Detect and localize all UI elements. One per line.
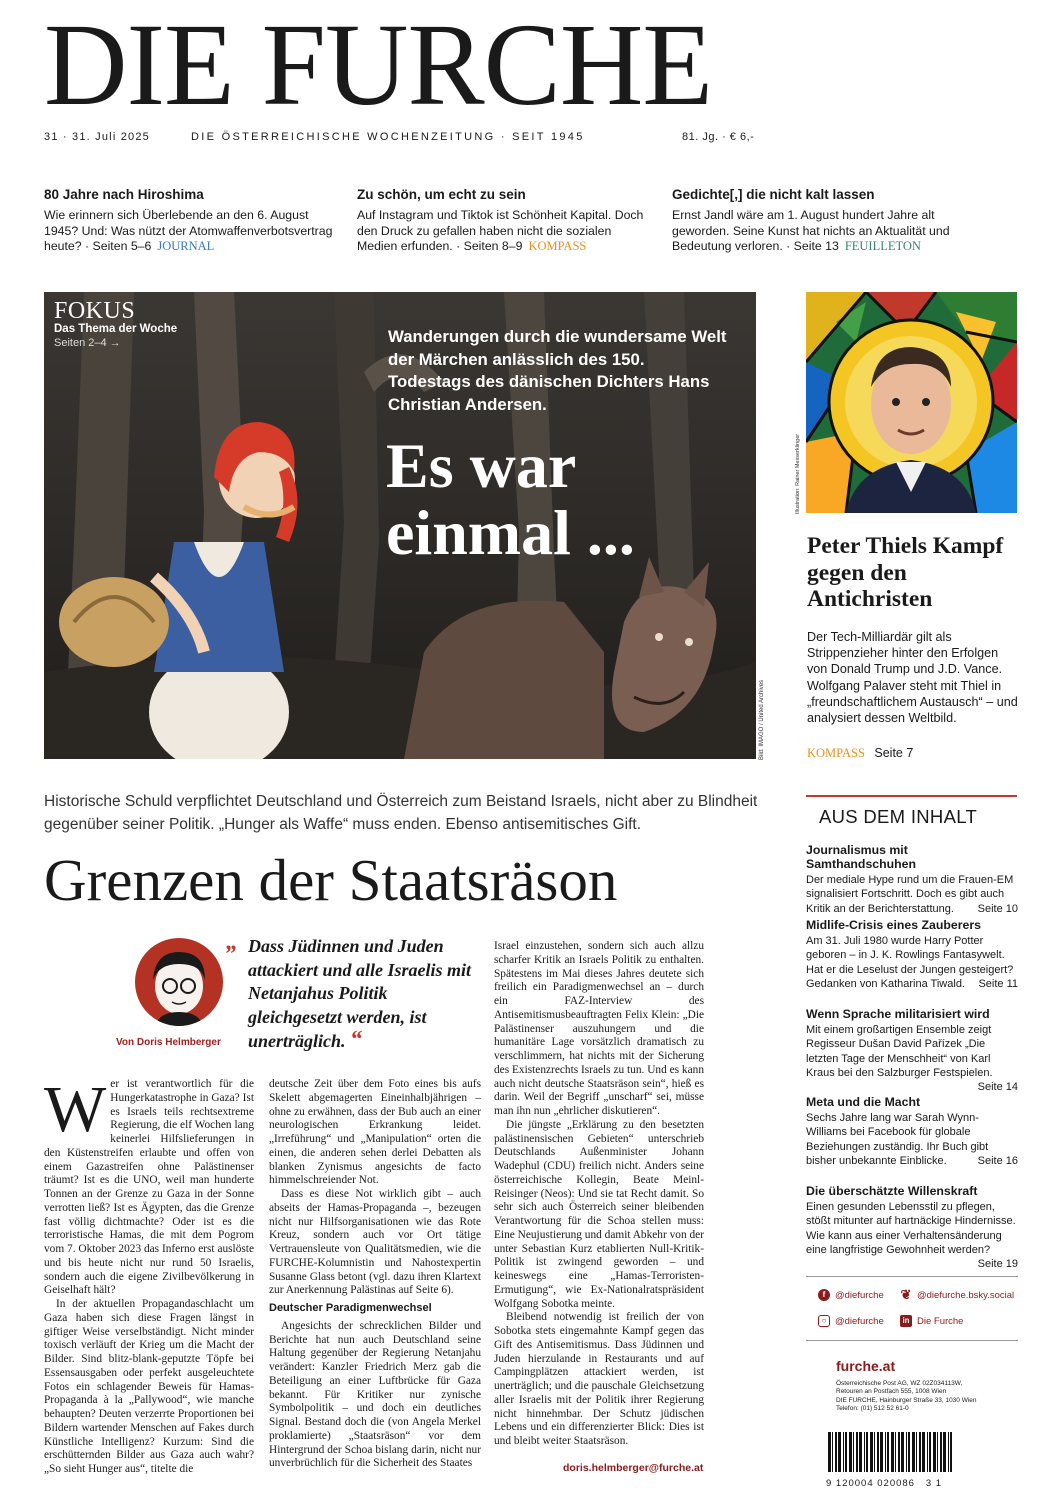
thiel-teaser-text: Der Tech-Milliardär gilt als Strippenzieher hinter den Erfolgen von Donald Trump und J.D. Vance. Wolfgang Palaver steht mit Thiel in „freundschaftlichem Austausch“ – und analysiert dessen Weltbild. <box>807 630 1018 726</box>
teaser-title: Zu schön, um echt zu sein <box>357 187 526 202</box>
contents-item[interactable] <box>806 1184 1018 1271</box>
teaser-text: Auf Instagram und Tiktok ist Schönheit Kapital. Doch den Druck zu gefallen haben nicht die sozialen Medien erfunden. · Seiten 8–9 <box>357 208 644 253</box>
contents-item-text: Einen gesunden Lebensstil zu pflegen, stößt mitunter auf hartnäckige Hindernisse. Wie kann aus einer Verhaltensänderung eine langfristige Gewohnheit werden? <box>806 1201 1016 1256</box>
divider <box>806 1276 1018 1277</box>
divider <box>806 1340 1018 1341</box>
thiel-page-ref[interactable] <box>807 746 913 761</box>
barcode <box>826 1432 956 1489</box>
masthead-tagline: DIE ÖSTERREICHISCHE WOCHENZEITUNG · SEIT 1945 <box>191 131 585 143</box>
social-instagram[interactable]: ○ @diefurche <box>818 1315 884 1327</box>
masthead-title: DIE FURCHE <box>44 0 713 130</box>
pull-quote: „ Dass Jüdinnen und Juden attackiert und alle Israelis mit Netanjahus Politik gleichgesetzt werden, ist unerträglich. “ <box>226 929 472 1053</box>
contents-item-text: Mit einem großartigen Ensemble zeigt Regisseur Dušan David Pařízek „Die letzten Tage der Menschheit“ von Karl Kraus bei den Salzburger Festspielen. <box>806 1024 993 1079</box>
issue-date: 31 · 31. Juli 2025 <box>44 131 150 143</box>
contents-item-page: Seite 19 <box>977 1258 1018 1271</box>
article-subhead: Deutscher Paradigmenwechsel <box>269 1302 432 1314</box>
section-tag-kompass: KOMPASS <box>528 239 587 253</box>
contents-item[interactable] <box>806 843 1018 916</box>
contents-item-page: Seite 11 <box>978 977 1018 990</box>
social-bluesky[interactable]: ❦ @diefurche.bsky.social <box>900 1287 1015 1302</box>
contents-item-title: Die überschätzte Willenskraft <box>806 1184 978 1198</box>
teaser-text: Ernst Jandl wäre am 1. August hundert Jahre alt geworden. Seine Kunst hat nichts an Aktualität und Bedeutung verloren. · Seite 13 <box>672 208 950 253</box>
barcode-number: 9 120004 020086 3 1 <box>826 1478 943 1489</box>
stained-glass-illustration <box>806 292 1017 513</box>
page-number: Seite 7 <box>874 746 914 760</box>
article-headline[interactable]: Grenzen der Staatsräson <box>44 847 618 913</box>
contents-item-page: Seite 14 <box>977 1081 1018 1094</box>
hero-image[interactable] <box>44 292 756 759</box>
section-tag-journal: JOURNAL <box>157 239 215 253</box>
social-facebook[interactable]: f @diefurche <box>818 1289 884 1301</box>
section-tag-feuilleton: FEUILLETON <box>844 239 921 253</box>
fokus-pages: Seiten 2–4 → <box>54 337 121 349</box>
article-column-1: W er ist verantwortlich für die Hungerkatastrophe in Gaza? Ist es Israels teils rechtsextreme Regierung, die elf Wochen lang keinerlei Hilfslieferungen in den Küstenstreifen erlaubte und offen von einem Gazastreifen ohne Palästinenser träumt? Ist es die UNO, weil man hunderte Tonnen an der Grenze zu Gaza in der Sonne verrotten ließ? Ist es Ägypten, das die Grenze fast völlig dichtmachte? Oder ist es die terroristische Hamas, die mit dem Pogrom vom 7. Oktober 2023 das Inferno erst auslöste und bis heute nicht nur rund 50 Israelis, sondern auch die eigene Zivilbevölkerung in Geiselhaft hält? In der aktuellen Propagandaschlacht um Gaza haben sich diese Fragen längst in giftiger Weise verselbständigt. Nicht minder toxisch verläuft der Krieg um die Macht der Bilder. Sind blitz-blank-geputzte Töpfe bei Essensausgaben oder perfekt ausgeleuchtete Fotos ein schlagender Beweis für Hamas-Propaganda à la „Pallywood“, wie manche behaupten? Deuten verzerrte Proportionen bei Bildern wartender Menschen auf Fakes durch Künstliche Intelligenz? Kurzum: Sind die erschütternden Bilder aus Gaza auch wahr? „So sieht Hunger aus“, titelte die <box>44 1073 254 1475</box>
portrait-credit: Illustration: Rainer Messerklinger <box>795 433 801 514</box>
barcode-bars <box>826 1432 956 1472</box>
contents-item-page: Seite 10 <box>977 902 1018 915</box>
social-linkedin[interactable]: in Die Furche <box>900 1315 963 1327</box>
teaser-text: Wie erinnern sich Überlebende an den 6. August 1945? Und: Was nützt der Atomwaffenverbotsvertrag heute? · Seiten 5–6 <box>44 208 333 253</box>
linkedin-icon: in <box>900 1315 912 1327</box>
hero-title: Es war einmal ... <box>386 430 635 568</box>
article-deck: Historische Schuld verpflichtet Deutschland und Österreich zum Beistand Israels, nicht aber zu Blindheit gegenüber seiner Politik. „Hunger als Waffe“ muss enden. Ebenso antisemitisches Gift. <box>44 793 758 833</box>
teaser-jandl[interactable] <box>672 187 954 255</box>
thiel-portrait[interactable] <box>806 292 1017 513</box>
contents-item-title: Meta und die Macht <box>806 1095 921 1109</box>
impressum: Österreichische Post AG, WZ 02Z034113W, Retouren an Postfach 555, 1008 Wien DIE FURCHE, Hainburger Straße 33, 1030 Wien Telefon: (01) 512 52 61-0 <box>836 1380 977 1412</box>
contents-item[interactable] <box>806 1095 1018 1168</box>
instagram-icon: ○ <box>818 1315 830 1327</box>
quote-open-mark: „ <box>226 929 238 955</box>
website-link[interactable]: furche.at <box>836 1358 896 1374</box>
contents-item-title: Wenn Sprache militarisiert wird <box>806 1007 990 1021</box>
contents-item-text: Der mediale Hype rund um die Frauen-EM signalisiert Fortschritt. Doch es gibt auch Kritik an der Berichterstattung. <box>806 874 1014 915</box>
teaser-title: Gedichte[,] die nicht kalt lassen <box>672 187 875 202</box>
contents-item[interactable] <box>806 1007 1018 1094</box>
quote-close-mark: “ <box>350 1027 363 1053</box>
author-byline: Von Doris Helmberger <box>116 1037 221 1048</box>
butterfly-icon: ❦ <box>900 1287 912 1302</box>
teaser-hiroshima[interactable] <box>44 187 334 255</box>
section-tag-kompass: KOMPASS <box>807 746 865 760</box>
contents-item-page: Seite 16 <box>977 1154 1018 1167</box>
hero-subtitle: Wanderungen durch die wundersame Welt der Märchen anlässlich des 150. Todestags des dänischen Dichters Hans Christian Andersen. <box>388 327 727 414</box>
hero-image-credit: Bild: IMAGO / United Archives <box>759 679 765 760</box>
fokus-title: FOKUS <box>54 298 136 324</box>
contents-item-text: Am 31. Juli 1980 wurde Harry Potter geboren – in J. K. Rowlings Fantasywelt. Hat er die Leselust der Jungen gesteigert? Gedanken von Katharina Tiwald. <box>806 935 1014 990</box>
author-drawing <box>135 938 223 1026</box>
contents-item-title: Midlife-Crisis eines Zauberers <box>806 918 981 932</box>
teaser-title: 80 Jahre nach Hiroshima <box>44 187 204 202</box>
contents-item-text: Sechs Jahre lang war Sarah Wynn-Williams bei Facebook für globale Beziehungen zuständig. Ihr Buch gibt bisher unbekannte Einblicke. <box>806 1112 989 1167</box>
article-column-3: Israel einzustehen, sondern sich auch allzu scharfer Kritik an Israels Politik zu enthalten. Spätestens im Mai dieses Jahres deutete sich freilich ein Paradigmenwechsel an – durch ein FAZ-Interview des Antisemitismusbeauftragten Felix Klein: „Die Palästinenser auszuhungern und die humanitäre Lage vorsätzlich dramatisch zu verschlimmern, hat nichts mit der Sicherung des Existenzrechts Israels zu tun. Und es kann auch nicht deutsche Staatsräson sein“, hieß es darin. Weil der Begriff „unscharf“ sei, müsse man ihn nun „ehrlicher diskutieren“. Die jüngste „Erklärung zu den besetzten palästinensischen Gebieten“ unterschrieb Deutschlands Außenminister Johann Wadephul (CDU) freilich nicht. Anders seine österreichische Kollegin, Beate Meinl-Reisinger (Neos): Und sie tat Recht damit. So sehr sich auch Österreich seiner bleibenden Verantwortung für die Schoa stellen muss: Eine Neujustierung und damit Abkehr von der unter Sebastian Kurz etablierten Null-Kritik-Politik ist zwingend geworden – und keineswegs eine „Hamas-Terroristen-Ermutigung“, wie Ex-Nationalratspräsident Wolfgang Sobotka meinte. Bleibend notwendig ist freilich der von Sobotka stets eingemahnte Kampf gegen das Gift des Antisemitismus. Dass Jüdinnen und Juden hierzulande in Restaurants und auf Campingplätzen attackiert werden, ist unerträglich; und die pauschale Gleichsetzung aller Israelis mit der Politik ihrer Regierung nicht hinnehmbar. Der Schutz jüdischen Lebens und ein differenzierter Blick: Dies ist und bleibt weiter Staatsräson. <box>494 940 704 1447</box>
facebook-icon: f <box>818 1289 830 1301</box>
contents-heading: AUS DEM INHALT <box>806 795 1017 828</box>
fokus-label[interactable] <box>54 298 177 349</box>
contents-item-title: Journalismus mit Samthandschuhen <box>806 843 917 871</box>
author-avatar <box>135 938 223 1026</box>
article-column-2: deutsche Zeit über dem Foto eines bis aufs Skelett abgemagerten Eineinhalbjährigen – ohne zu erwähnen, dass der Bub auch an einer neurologischen Erkrankung leidet. „Irreführung“ und „Manipulation“ orten die einen, die anderen sehen derlei Debatten als blanken Zynismus angesichts de facto himmelschreiender Not. Dass es diese Not wirklich gibt – auch abseits der Hamas-Propaganda –, bezeugen nicht nur Hilfsorganisationen wie das Rote Kreuz, sondern auch vor Ort tätige Vertrauensleute von Qualitätsmedien, wie die FURCHE-Kolumnistin und Nahostexpertin Susanne Glass betont (vgl. dazu ihren Klartext zur Anerkennung Palästinas auf Seite 6). Deutscher Paradigmenwechsel Angesichts der schrecklichen Bilder und Berichte hat nun auch Deutschland seine Haltung gegenüber der Regierung Netanjahu verändert: Kanzler Friedrich Merz gab die Beteiligung an einer Luftbrücke für Gaza bekannt. Für Kritiker nur zynische Symbolpolitik – und doch ein deutliches Signal. Bestand doch die (von Angela Merkel proklamierte) „Staatsräson“ vor dem Hintergrund der Schoa bislang darin, nicht nur unverbrüchlich für die Sicherheit des Staates <box>269 1078 481 1470</box>
issue-price: 81. Jg. · € 6,- <box>682 131 755 143</box>
fokus-subtitle: Das Thema der Woche <box>54 323 178 335</box>
author-email[interactable]: doris.helmberger@furche.at <box>563 1462 704 1474</box>
teaser-beauty[interactable] <box>357 187 647 255</box>
dropcap: W <box>44 1073 107 1146</box>
thiel-headline[interactable]: Peter Thiels Kampf gegen den Antichristen <box>807 533 1004 612</box>
contents-item[interactable] <box>806 918 1018 991</box>
